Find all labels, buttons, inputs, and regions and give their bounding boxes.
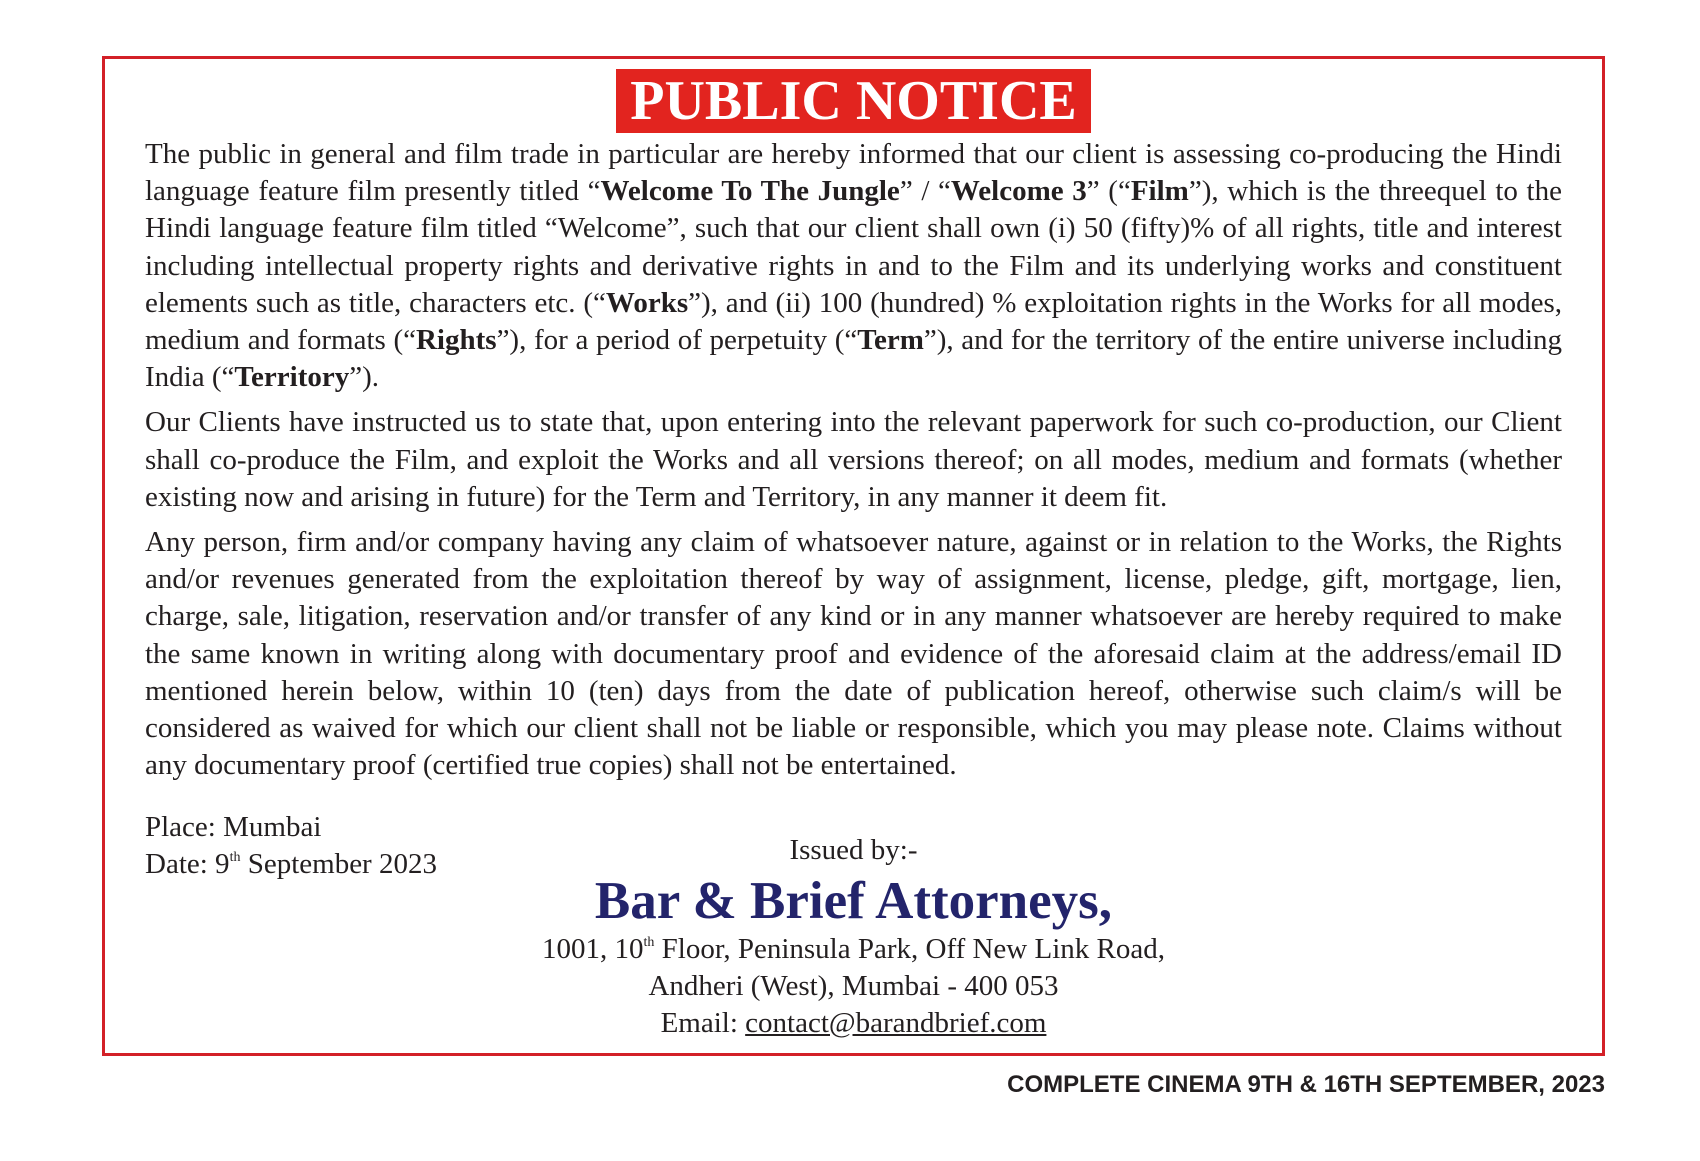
address-line-1 xyxy=(105,931,1602,968)
issued-by-label: Issued by:- xyxy=(789,834,918,866)
address-line-2: Andheri (West), Mumbai - 400 053 xyxy=(648,970,1059,1002)
p1-text-2: ” / “ xyxy=(899,175,951,208)
p1-bold-term: Term xyxy=(857,324,924,357)
p1-text-3: ” (“ xyxy=(1086,175,1131,208)
place-line: Place: Mumbai xyxy=(145,811,322,843)
p1-bold-film-title: Welcome To The Jungle xyxy=(600,175,900,208)
p1-text-7: ”), and for the territory of the entire universe including India (“ xyxy=(145,324,1563,394)
firm-name: Bar & Brief Attorneys, xyxy=(594,872,1113,930)
p1-text-1: The public in general and film trade in particular are hereby informed that our client is assessing co-producing the Hindi language feature film presently titled “ xyxy=(145,138,1562,208)
date-sup: th xyxy=(229,850,241,865)
p1-text-4: ”), which is the threequel to the Hindi language feature film titled “Welcome”, such that our client shall own (i) 50 (fifty)% of all rights, title and interest including intellectual property rights and derivative rights in and to the Film and its underlying works and constituent elements such as title, characters etc. (“ xyxy=(145,175,1562,319)
email-line xyxy=(105,1005,1602,1042)
notice-title: PUBLIC NOTICE xyxy=(616,69,1091,133)
issuer-block xyxy=(105,832,1602,1042)
email-link[interactable]: contact@barandbrief.com xyxy=(745,1007,1047,1039)
addr1-suffix: Floor, Peninsula Park, Off New Link Road, xyxy=(654,933,1165,965)
p1-bold-film: Film xyxy=(1130,175,1189,208)
p1-bold-alt-title: Welcome 3 xyxy=(950,175,1087,208)
date-prefix: Date: 9 xyxy=(145,848,230,880)
public-notice-frame xyxy=(102,56,1605,1056)
notice-body xyxy=(145,136,1562,792)
p1-text-5: ”), and (ii) 100 (hundred) % exploitation rights in the Works for all modes, medium and formats (“ xyxy=(145,286,1562,357)
publication-footer: COMPLETE CINEMA 9TH & 16TH SEPTEMBER, 2023 xyxy=(1007,1071,1605,1098)
paragraph-1 xyxy=(145,136,1562,396)
date-suffix: September 2023 xyxy=(240,848,437,880)
paragraph-2: Our Clients have instructed us to state that, upon entering into the relevant paperwork for such co-production, our Client shall co-produce the Film, and exploit the Works and all versions thereof; on all modes, medium and formats (whether existing now and arising in future) for the Term and Territory, in any manner it deem fit. xyxy=(145,406,1562,513)
title-wrap xyxy=(105,69,1602,133)
p1-bold-rights: Rights xyxy=(415,324,497,357)
p1-bold-territory: Territory xyxy=(234,361,350,394)
p1-bold-works: Works xyxy=(605,286,689,319)
email-label: Email: xyxy=(660,1007,746,1039)
paragraph-3: Any person, firm and/or company having any claim of whatsoever nature, against or in relation to the Works, the Rights and/or revenues generated from the exploitation thereof by way of assignment, license, pledge, gift, mortgage, lien, charge, sale, litigation, reservation and/or transfer of any kind or in any manner whatsoever are hereby required to make the same known in writing along with documentary proof and evidence of the aforesaid claim at the address/email ID mentioned herein below, within 10 (ten) days from the date of publication hereof, otherwise such claim/s will be considered as waived for which our client shall not be liable or responsible, which you may please note. Claims without any documentary proof (certified true copies) shall not be entertained. xyxy=(145,526,1562,782)
addr1-prefix: 1001, 10 xyxy=(542,933,644,965)
addr1-sup: th xyxy=(643,935,655,950)
p1-text-6: ”), for a period of perpetuity (“ xyxy=(496,324,858,357)
p1-text-8: ”). xyxy=(349,361,380,394)
